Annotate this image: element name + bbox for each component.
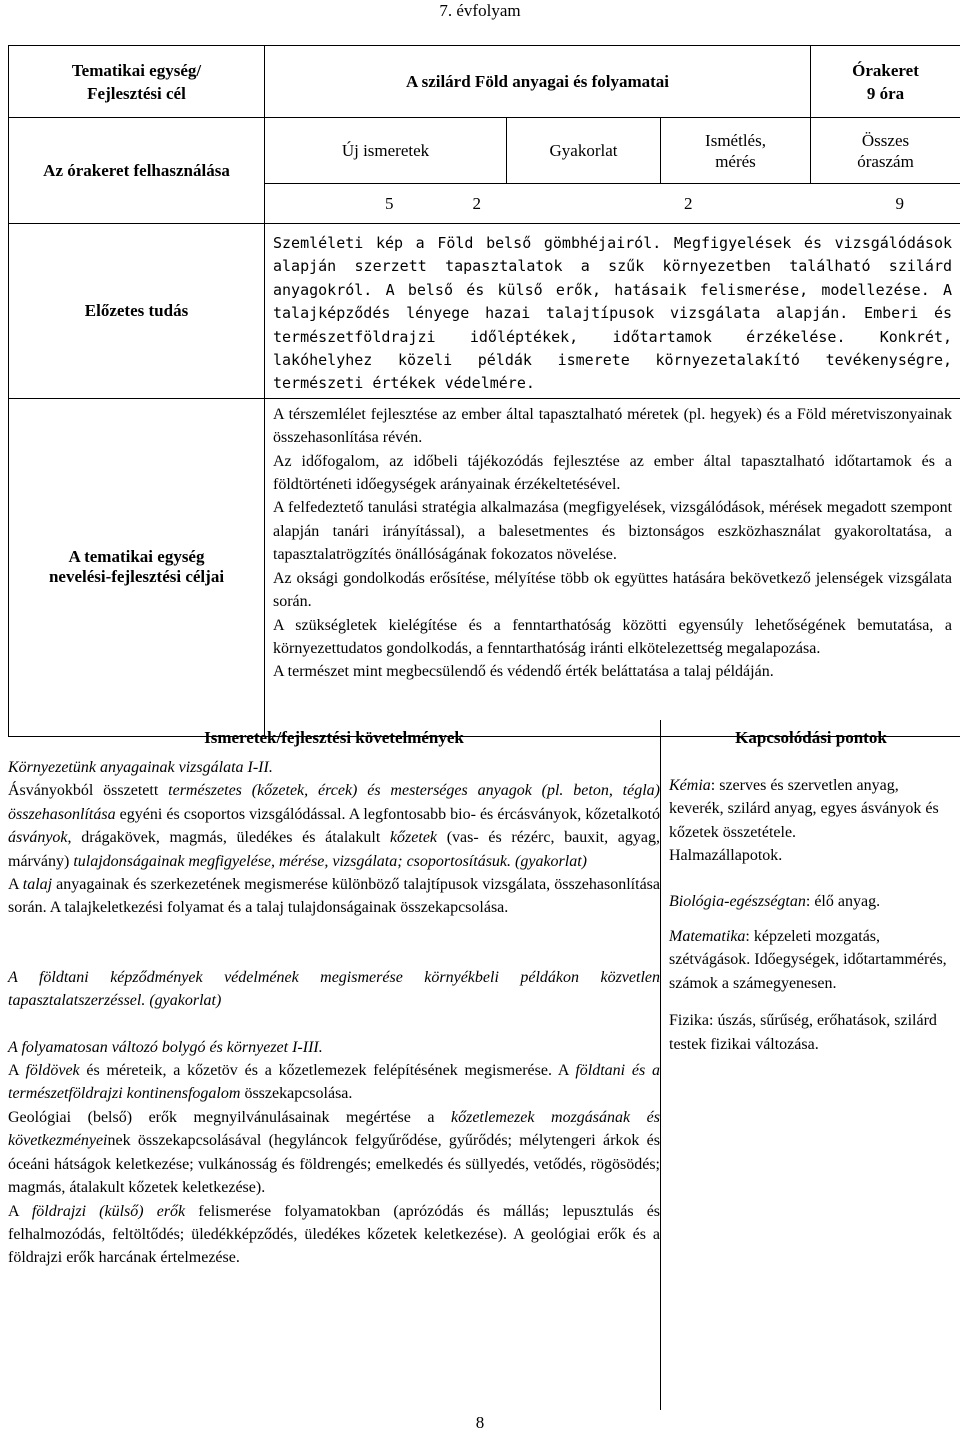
thematic-unit-label: Tematikai egység/ Fejlesztési cél [9,46,265,118]
prior-knowledge-text: Szemléleti kép a Föld belső gömbhéjairól. Megfigyelések és vizsgálódások alapján szerzett tapasztalatok a szűk környezetben található szilárd anyagokról. A belső és külső erők, hatásaik felismerése, modellezése. A talajképződés lényege hazai talajtípusok vizsgálata alapján. Emberi és természetföldrajzi időléptékek, időtartamok érzékelése. Konkrét, lakóhelyhez közeli példák ismerete környezetalakító tevékenységre, természeti értékek védelmére. [273,234,953,393]
block1-paragraph-b: A talaj anyagainak és szerkezetének megismerése különböző talajtípusok vizsgálata, összehasonlítása során. A talajkeletkezési folyamat és a talaj tulajdonságainak összekapcsolása. [8,876,660,917]
grade-label: 7. évfolyam [439,1,521,20]
block3-paragraph-c: A földrajzi (külső) erők felismerése folyamatokban (aprózódás és mállás; lepusztulás és felhalmozódás, feltöltődés; üledékképződés, üledékes kőzetek keletkezése). A geológiai erők és a földrajzi erők harcának értelmezése. [8,1202,661,1267]
chemistry-connection-2: Halmazállapotok. [669,847,783,865]
hour-frame: Órakeret 9 óra [811,46,960,118]
value-new: 5 [385,193,394,213]
col-total-hours: Összes óraszám [811,118,960,184]
curriculum-header-table [8,45,960,737]
prior-knowledge-cell [265,224,960,399]
requirements-heading: Ismeretek/fejlesztési követelmények [204,728,464,747]
block3-title: A folyamatosan változó bolygó és környezet I-III. [8,1038,323,1056]
goal-paragraph: A természet mint megbecsülendő és védendő érték beláttatása a talaj példáján. [273,663,774,681]
goal-paragraph: Az időfogalom, az időbeli tájékozódás fejlesztése az ember által tapasztalható időtartamok és a földtörténeti időegységek arányainak érzékeltetésével. [273,452,953,494]
hour-usage-label: Az órakeret felhasználása [9,118,265,224]
goal-paragraph: A térszemlélet fejlesztése az ember által tapasztalható méretek (pl. hegyek) és a Föld méretviszonyainak összehasonlítása révén. [273,405,953,447]
connections-column [660,720,960,1410]
goal-paragraph: Az oksági gondolkodás erősítése, mélyítése több ok együttes hatására bekövetkező jelenségek vizsgálata során. [273,569,953,611]
math-connection: Matematika: képzeleti mozgatás, szétvágások. Időegységek, időtartammérés, számok a számegyenesen. [669,928,947,992]
block3-paragraph-a: A földövek és méreteik, a kőzetöv és a kőzetlemezek felépítésének megismerése. A földtani és a természetföldrajzi kontinensfogalom összekapcsolása. [8,1062,661,1103]
unit-title: A szilárd Föld anyagai és folyamatai [265,46,811,118]
col-repeat-measure: Ismétlés, mérés [661,118,811,184]
requirements-text [8,756,660,1270]
goal-paragraph: A felfedeztető tanulási stratégia alkalmazása (megfigyelések, vizsgálódások, mérések megadott szempont alapján tanári irányítással), a balesetmentes és biztonságos eszközhasználat gyakoroltatása, a tapasztalatrögzítés önállóságának fokozatos növelése. [273,499,953,564]
block3-paragraph-b: Geológiai (belső) erők megnyilvánulásainak megértése a kőzetlemezek mozgásának és következményeinek összekapcsolásával (hegyláncok felgyűrődése, gyűrődés; mélytengeri árkok és óceáni hátságok keletkezése; vulkánosság és földrengés; emelkedés és süllyedés, vetődés, rögösödés; magmás, átalakult kőzetek keletkezése). [8,1108,660,1197]
connections-heading: Kapcsolódási pontok [735,728,887,747]
physics-connection: Fizika: úszás, sűrűség, erőhatások, szilárd testek fizikai változása. [669,1012,937,1053]
block1-paragraph-a: Ásványokból összetett természetes (kőzetek, ércek) és mesterséges anyagok (pl. beton, tégla) összehasonlítása egyéni és csoportos vizsgálódással. A legfontosabb bio- és ércásványok, kőzetalkotó ásványok, drágakövek, magmás, üledékes és átalakult kőzetek (vas- és rézérc, bauxit, agyag, márvány) tulajdonságainak megfigyelése, mérése, vizsgálata; csoportosításuk. (gyakorlat) [8,782,661,870]
page-number: 8 [475,1413,485,1432]
col-new-knowledge: Új ismeretek [265,118,507,184]
value-practice: 2 [472,193,481,213]
requirements-column [8,720,660,1270]
prior-knowledge-label: Előzetes tudás [9,224,265,399]
goals-label: A tematikai egység nevelési-fejlesztési céljai [9,398,265,736]
biology-connection: Biológia-egészségtan: élő anyag. [669,892,881,910]
goals-text [273,403,952,684]
connections-text [661,756,960,1056]
col-practice: Gyakorlat [507,118,661,184]
block2-paragraph: A földtani képződmények védelmének megismerése környékbeli példákon közvetlen tapasztalatszerzéssel. (gyakorlat) [8,968,660,1010]
value-repeat: 2 [684,193,693,213]
hours-values-row [265,184,960,224]
chemistry-connection: Kémia: szerves és szervetlen anyag, keverék, szilárd anyag, egyes ásványok és kőzetek összetétele. [669,777,939,841]
block1-title: Környezetünk anyagainak vizsgálata I-II. [8,759,273,776]
value-total: 9 [895,193,904,213]
goal-paragraph: A szükségletek kielégítése és a fenntarthatóság közötti egyensúly lehetőségének bemutatása, a környezettudatos gondolkodás, a fenntarthatóság iránti elkötelezettség megalapozása. [273,616,953,657]
goals-cell [265,398,960,736]
